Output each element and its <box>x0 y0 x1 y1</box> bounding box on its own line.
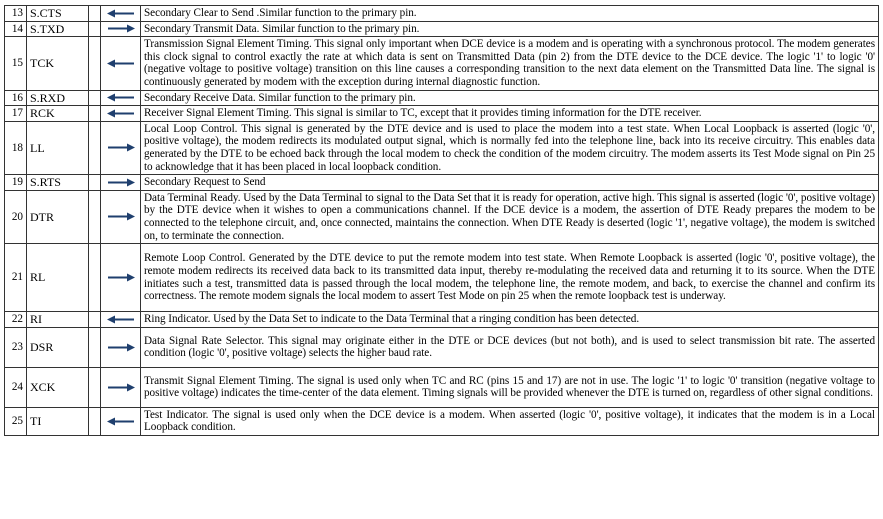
spacer-cell <box>89 6 101 22</box>
arrow-right-icon <box>107 383 135 392</box>
direction-cell <box>101 367 141 407</box>
spacer-cell <box>89 312 101 328</box>
signal-name: S.CTS <box>27 6 89 22</box>
table-row <box>5 327 879 367</box>
table-row <box>5 6 879 22</box>
spacer-cell <box>89 106 101 122</box>
signal-name: TCK <box>27 37 89 90</box>
table-row <box>5 37 879 90</box>
pin-description-table <box>4 5 879 436</box>
signal-name: S.RTS <box>27 175 89 191</box>
pin-rows <box>5 6 879 436</box>
direction-cell <box>101 244 141 312</box>
table-row <box>5 190 879 243</box>
direction-cell <box>101 21 141 37</box>
signal-description: Secondary Request to Send <box>141 175 879 191</box>
table-row <box>5 90 879 106</box>
signal-description: Secondary Receive Data. Similar function to the primary pin. <box>141 90 879 106</box>
table-row <box>5 407 879 435</box>
arrow-right-icon <box>107 273 135 282</box>
signal-name: RCK <box>27 106 89 122</box>
table-row <box>5 244 879 312</box>
direction-cell <box>101 37 141 90</box>
pin-number: 15 <box>5 37 27 90</box>
signal-description: Test Indicator. The signal is used only when the DCE device is a modem. When asserted (logic '0', positive voltage), it indicates that the modem is in a Local Loopback condition. <box>141 407 879 435</box>
direction-cell <box>101 407 141 435</box>
arrow-right-icon <box>107 178 135 187</box>
pin-number: 22 <box>5 312 27 328</box>
signal-description: Secondary Clear to Send .Similar function to the primary pin. <box>141 6 879 22</box>
signal-description: Data Terminal Ready. Used by the Data Terminal to signal to the Data Set that it is ready for operation, active high. This signal is asserted (logic '0', positive voltage) by the DTE device when it wishes to open a communications channel. If the DCE device is a modem, the assertion of DTE Ready prepares the modem to be connected to the telephone circuit, and, once connected, maintains the connection. When DTE Ready is deserted (logic '1', negative voltage), the modem is switched on, to terminate the connection. <box>141 190 879 243</box>
signal-name: LL <box>27 121 89 174</box>
signal-description: Secondary Transmit Data. Similar function to the primary pin. <box>141 21 879 37</box>
arrow-left-icon <box>107 109 135 118</box>
spacer-cell <box>89 367 101 407</box>
signal-description: Receiver Signal Element Timing. This signal is similar to TC, except that it provides timing information for the DTE receiver. <box>141 106 879 122</box>
signal-description: Data Signal Rate Selector. This signal may originate either in the DTE or DCE devices (but not both), and is used to select transmission bit rate. The asserted condition (logic '0', positive voltage) selects the higher baud rate. <box>141 327 879 367</box>
pin-number: 14 <box>5 21 27 37</box>
spacer-cell <box>89 407 101 435</box>
signal-description: Transmission Signal Element Timing. This signal only important when DCE device is a modem and is operating with a synchronous protocol. The modem generates this clock signal to control exactly the rate at which data is sent on Transmitted Data (pin 2) from the DTE device to the DCE device. The logic '1' to logic '0' (negative voltage to positive voltage) transition on this line causes a corresponding transition to the next data element on the Transmitted Data line. The signal is continuously generated by modem with the exception during internal diagnostic function. <box>141 37 879 90</box>
arrow-right-icon <box>107 343 135 352</box>
spacer-cell <box>89 244 101 312</box>
direction-cell <box>101 175 141 191</box>
pin-number: 24 <box>5 367 27 407</box>
pin-number: 16 <box>5 90 27 106</box>
table-row <box>5 106 879 122</box>
table-row <box>5 175 879 191</box>
direction-cell <box>101 6 141 22</box>
direction-cell <box>101 327 141 367</box>
pin-number: 20 <box>5 190 27 243</box>
spacer-cell <box>89 175 101 191</box>
spacer-cell <box>89 37 101 90</box>
signal-description: Ring Indicator. Used by the Data Set to indicate to the Data Terminal that a ringing condition has been detected. <box>141 312 879 328</box>
pin-number: 17 <box>5 106 27 122</box>
signal-name: TI <box>27 407 89 435</box>
pin-number: 18 <box>5 121 27 174</box>
spacer-cell <box>89 327 101 367</box>
signal-name: S.TXD <box>27 21 89 37</box>
spacer-cell <box>89 21 101 37</box>
arrow-left-icon <box>107 93 135 102</box>
direction-cell <box>101 190 141 243</box>
arrow-right-icon <box>107 24 135 33</box>
direction-cell <box>101 121 141 174</box>
spacer-cell <box>89 121 101 174</box>
arrow-left-icon <box>107 59 135 68</box>
arrow-left-icon <box>107 9 135 18</box>
signal-name: S.RXD <box>27 90 89 106</box>
spacer-cell <box>89 90 101 106</box>
signal-name: RL <box>27 244 89 312</box>
arrow-right-icon <box>107 212 135 221</box>
table-row <box>5 121 879 174</box>
signal-name: RI <box>27 312 89 328</box>
pin-number: 19 <box>5 175 27 191</box>
spacer-cell <box>89 190 101 243</box>
arrow-left-icon <box>107 417 135 426</box>
signal-name: DSR <box>27 327 89 367</box>
pin-number: 25 <box>5 407 27 435</box>
signal-name: XCK <box>27 367 89 407</box>
signal-description: Transmit Signal Element Timing. The signal is used only when TC and RC (pins 15 and 17) are not in use. The logic '1' to logic '0' transition (negative voltage to positive voltage) indicates the time-center of the data element. Timing signals will be provided whenever the DTE is turned on, regardless of other signal conditions. <box>141 367 879 407</box>
pin-number: 21 <box>5 244 27 312</box>
pin-number: 13 <box>5 6 27 22</box>
arrow-left-icon <box>107 315 135 324</box>
direction-cell <box>101 90 141 106</box>
table-row <box>5 367 879 407</box>
signal-name: DTR <box>27 190 89 243</box>
direction-cell <box>101 312 141 328</box>
arrow-right-icon <box>107 143 135 152</box>
signal-description: Remote Loop Control. Generated by the DTE device to put the remote modem into test state. When Remote Loopback is asserted (logic '0', positive voltage), the remote modem redirects its received data back to its transmitted data input, thereby re-modulating the received data and returning it to its source. When the DTE initiates such a test, transmitted data is passed through the local modem, the telephone line, the remote modem, and back, to exercise the channel and confirm its correctness. The remote modem signals the local modem to assert Test Mode on pin 25 when the remote loopback test is underway. <box>141 244 879 312</box>
direction-cell <box>101 106 141 122</box>
signal-description: Local Loop Control. This signal is generated by the DTE device and is used to place the modem into a test state. When Local Loopback is asserted (logic '0', positive voltage), the modem redirects its modulated output signal, which is normally fed into the telephone line, back into its receive circuitry. This enables data generated by the DTE to be echoed back through the local modem to check the condition of the modem circuitry. The modem asserts its Test Mode signal on Pin 25 to acknowledge that it has been placed in local loopback condition. <box>141 121 879 174</box>
table-row <box>5 21 879 37</box>
pin-number: 23 <box>5 327 27 367</box>
table-row <box>5 312 879 328</box>
